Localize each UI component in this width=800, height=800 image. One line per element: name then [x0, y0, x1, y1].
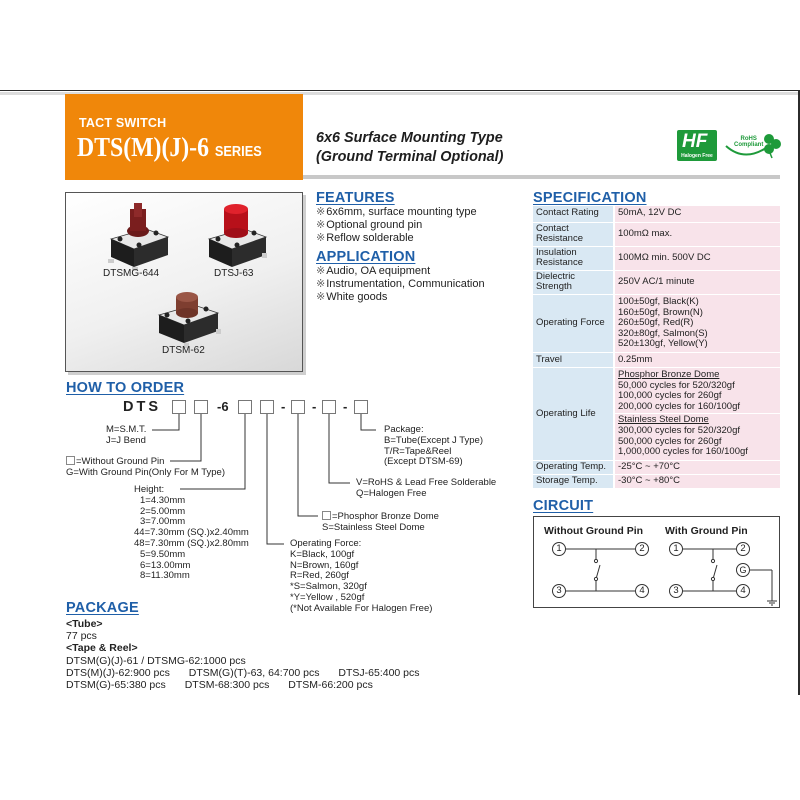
code-dash: -: [281, 399, 286, 414]
rohs-line-1: RoHS: [740, 136, 757, 142]
subtitle-line-1: 6x6 Surface Mounting Type: [316, 129, 503, 146]
empty-box-icon: [66, 456, 75, 465]
option-line: 44=7.30mm (SQ.)x2.40mm: [134, 527, 249, 539]
feature-text: Optional ground pin: [326, 218, 423, 231]
option-line: Q=Halogen Free: [356, 487, 427, 499]
spec-value: 100mΩ max.: [614, 222, 780, 246]
pin-2-icon: 2: [736, 542, 750, 556]
without-ground-label: Without Ground Pin: [544, 525, 644, 537]
option-line: 6=13.00mm: [140, 559, 191, 571]
spec-value: 250V AC/1 minute: [614, 270, 780, 294]
photo-label: DTSMG-644: [103, 268, 160, 279]
reference-mark-icon: ※: [316, 206, 326, 218]
option-line: 8=11.30mm: [140, 570, 190, 582]
spec-value: 0.25mm: [614, 353, 780, 368]
option-line: *Y=Yellow , 520gf: [290, 591, 365, 603]
reel-row: [66, 679, 436, 691]
option-line: K=Black, 100gf: [290, 548, 355, 560]
option-line: 2=5.00mm: [140, 505, 186, 517]
pin-3-icon: 3: [552, 584, 566, 598]
series-main: DTS(M)(J)-6: [77, 132, 209, 162]
with-ground-label: With Ground Pin: [665, 525, 748, 537]
code-dash: -: [312, 399, 317, 414]
how-to-order-heading: HOW TO ORDER: [66, 380, 185, 396]
life-line: 500,000 cycles for 260gf: [618, 435, 722, 447]
solder-options: [356, 478, 496, 500]
dome-options: [322, 511, 439, 534]
halogen-free-mark: HF: [682, 131, 708, 152]
halogen-free-label: Halogen Free: [681, 153, 713, 159]
spec-key: Dielectric Strength: [533, 270, 614, 294]
pin-4-icon: 4: [736, 584, 750, 598]
option-line: B=Tube(Except J Type): [384, 434, 484, 446]
reel-row: [66, 655, 436, 667]
pin-1-icon: 1: [669, 542, 683, 556]
pin-1-icon: 1: [552, 542, 566, 556]
option-line: 3=7.00mm: [140, 516, 186, 528]
reel-entry: DTSM(G)(J)-61 / DTSMG-62:1000 pcs: [66, 654, 246, 667]
spec-key: Operating Force: [533, 295, 614, 353]
subtitle-line-2: (Ground Terminal Optional): [316, 148, 504, 165]
spec-key: Contact Resistance: [533, 222, 614, 246]
option-line: N=Brown, 160gf: [290, 559, 359, 571]
tube-title: <Tube>: [66, 618, 103, 630]
pin-ground-icon: G: [736, 563, 750, 577]
spec-key: Travel: [533, 353, 614, 368]
life-subheading: Phosphor Bronze Dome: [618, 369, 720, 381]
pin-2-icon: 2: [635, 542, 649, 556]
reel-title: <Tape & Reel>: [66, 642, 138, 655]
spec-key: Operating Life: [533, 368, 614, 461]
option-line: (*Not Available For Halogen Free): [290, 602, 433, 614]
pin-4-icon: 4: [635, 584, 649, 598]
code-six: -6: [217, 399, 229, 414]
spec-key: Contact Rating: [533, 206, 614, 222]
order-code-prefix: DTS: [123, 399, 161, 415]
spec-value: 100MΩ min. 500V DC: [614, 246, 780, 270]
option-line: R=Red, 260gf: [290, 570, 349, 582]
ground-options: [66, 456, 225, 479]
reference-mark-icon: ※: [316, 218, 326, 231]
application-text: Instrumentation, Communication: [326, 277, 485, 290]
reference-mark-icon: ※: [316, 265, 326, 277]
reel-entry: DTSM(G)-65:380 pcs: [66, 679, 166, 692]
option-line: S=Stainless Steel Dome: [322, 521, 425, 533]
force-line: 520±130gf, Yellow(Y): [618, 338, 708, 350]
reel-entry: DTSM(G)(T)-63, 64:700 pcs: [188, 666, 320, 679]
option-line: 5=9.50mm: [140, 548, 186, 560]
life-line: 200,000 cycles for 160/100gf: [618, 400, 741, 412]
spec-value: -25°C ~ +70°C: [614, 460, 780, 474]
reel-entry: DTSM-66:200 pcs: [288, 679, 373, 692]
photo-label: DTSJ-63: [214, 268, 254, 279]
application-text: Audio, OA equipment: [326, 265, 431, 277]
force-line: 160±50gf, Brown(N): [618, 306, 703, 318]
reel-entry: DTS(M)(J)-62:900 pcs: [66, 666, 170, 679]
option-line: 48=7.30mm (SQ.)x2.80mm: [134, 537, 249, 549]
option-title: Operating Force:: [290, 538, 362, 549]
option-line: J=J Bend: [106, 434, 146, 446]
tube-qty: 77 pcs: [66, 630, 97, 643]
specification-heading: SPECIFICATION: [533, 190, 647, 206]
option-title: Height:: [134, 484, 165, 495]
reference-mark-icon: ※: [316, 231, 326, 244]
spec-value: 50mA, 12V DC: [614, 206, 780, 222]
option-text: =Phosphor Bronze Dome: [332, 511, 439, 522]
code-dash: -: [343, 399, 348, 414]
pin-3-icon: 3: [669, 584, 683, 598]
reference-mark-icon: ※: [316, 277, 326, 290]
empty-box-icon: [322, 511, 331, 520]
height-options: [134, 485, 249, 582]
life-line: 100,000 cycles for 260gf: [618, 390, 722, 402]
package-options: [384, 425, 483, 468]
life-line: 300,000 cycles for 520/320gf: [618, 425, 741, 436]
type-options: [106, 425, 146, 447]
option-line: 1=4.30mm: [140, 494, 186, 506]
reel-row: [66, 667, 436, 679]
option-line: V=RoHS & Lead Free Solderable: [356, 477, 497, 488]
option-text: =Without Ground Pin: [76, 456, 165, 467]
reel-entry: DTSM-68:300 pcs: [184, 679, 270, 692]
spec-key: Operating Temp.: [533, 460, 614, 474]
features-heading: FEATURES: [316, 190, 395, 206]
life-line: 50,000 cycles for 520/320gf: [618, 379, 735, 391]
option-line: (Except DTSM-69): [384, 456, 463, 468]
feature-text: Reflow solderable: [326, 231, 414, 244]
force-line: 320±80gf, Salmon(S): [618, 327, 708, 339]
series-suffix: SERIES: [214, 144, 262, 160]
life-line: 1,000,000 cycles for 160/100gf: [618, 446, 748, 458]
application-text: White goods: [326, 290, 388, 303]
force-line: 100±50gf, Black(K): [618, 296, 699, 308]
option-title: Package:: [384, 424, 424, 435]
spec-key: Storage Temp.: [533, 474, 614, 488]
reel-entry: DTSJ-65:400 pcs: [338, 666, 420, 679]
option-line: G=With Ground Pin(Only For M Type): [66, 466, 225, 478]
package-heading: PACKAGE: [66, 600, 139, 616]
application-heading: APPLICATION: [316, 249, 416, 265]
spec-key: Insulation Resistance: [533, 246, 614, 270]
option-line: T/R=Tape&Reel: [384, 445, 452, 457]
banner-kicker: TACT SWITCH: [79, 116, 167, 130]
feature-text: 6x6mm, surface mounting type: [326, 206, 477, 218]
option-line: *S=Salmon, 320gf: [290, 581, 367, 593]
package-info: [66, 618, 436, 691]
option-line: M=S.M.T.: [106, 424, 147, 435]
reference-mark-icon: ※: [316, 290, 326, 303]
spec-value: -30°C ~ +80°C: [614, 474, 780, 488]
rohs-line-2: Compliant: [734, 142, 764, 148]
circuit-heading: CIRCUIT: [533, 498, 594, 514]
life-subheading: Stainless Steel Dome: [618, 414, 709, 426]
force-line: 260±50gf, Red(R): [618, 317, 694, 329]
force-options: [290, 539, 432, 615]
photo-label: DTSM-62: [162, 345, 205, 356]
